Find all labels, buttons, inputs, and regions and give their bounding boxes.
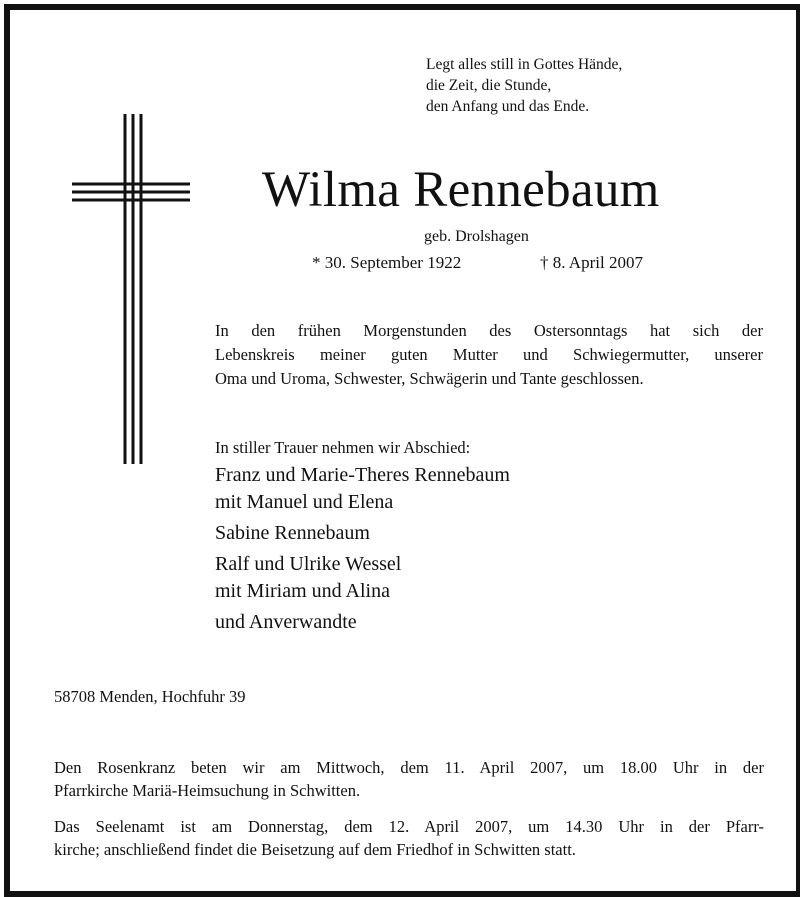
mourner-line: Ralf und Ulrike Wessel (215, 553, 402, 575)
mourner-group (215, 520, 510, 547)
motto-line: Legt alles still in Gottes Hände, (426, 56, 623, 73)
rosary-line: Den Rosenkranz beten wir am Mittwoch, dem 11. April 2007, um 18.00 Uhr in der (54, 758, 764, 777)
rosary-notice (54, 756, 764, 802)
deceased-name: Wilma Rennebaum (262, 162, 660, 218)
maiden-name: geb. Drolshagen (424, 228, 529, 245)
family-address: 58708 Menden, Hochfuhr 39 (54, 687, 246, 706)
motto-line: den Anfang und das Ende. (426, 98, 590, 115)
intro-paragraph (215, 319, 763, 391)
mourner-group (215, 551, 510, 605)
cross-icon (70, 112, 194, 468)
rosary-line: Pfarrkirche Mariä-Heimsuchung in Schwitten. (54, 781, 361, 800)
mourner-group (215, 462, 510, 516)
death-date: † 8. April 2007 (540, 253, 643, 272)
requiem-notice (54, 815, 764, 861)
mourner-line: Sabine Rennebaum (215, 522, 370, 544)
requiem-line: kirche; anschließend findet die Beisetzung auf dem Friedhof in Schwitten statt. (54, 840, 576, 859)
mourner-line: mit Miriam und Alina (215, 580, 390, 602)
mourner-line: und Anverwandte (215, 611, 357, 633)
mourner-line: Franz und Marie-Theres Rennebaum (215, 464, 510, 486)
mourner-line: mit Manuel und Elena (215, 491, 394, 513)
motto-line: die Zeit, die Stunde, (426, 77, 552, 94)
intro-line: Lebenskreis meiner guten Mutter und Schwiegermutter, unserer (215, 345, 763, 364)
requiem-line: Das Seelenamt ist am Donnerstag, dem 12. April 2007, um 14.30 Uhr in der Pfarr- (54, 817, 764, 836)
mourners-heading: In stiller Trauer nehmen wir Abschied: (215, 438, 471, 457)
birth-date: * 30. September 1922 (312, 253, 462, 272)
motto-verse (426, 54, 622, 117)
mourner-group (215, 609, 510, 636)
intro-line: Oma und Uroma, Schwester, Schwägerin und Tante geschlossen. (215, 369, 644, 388)
intro-line: In den frühen Morgenstunden des Ostersonntags hat sich der (215, 321, 763, 340)
obituary-notice (4, 4, 800, 897)
mourners-list (215, 462, 510, 640)
